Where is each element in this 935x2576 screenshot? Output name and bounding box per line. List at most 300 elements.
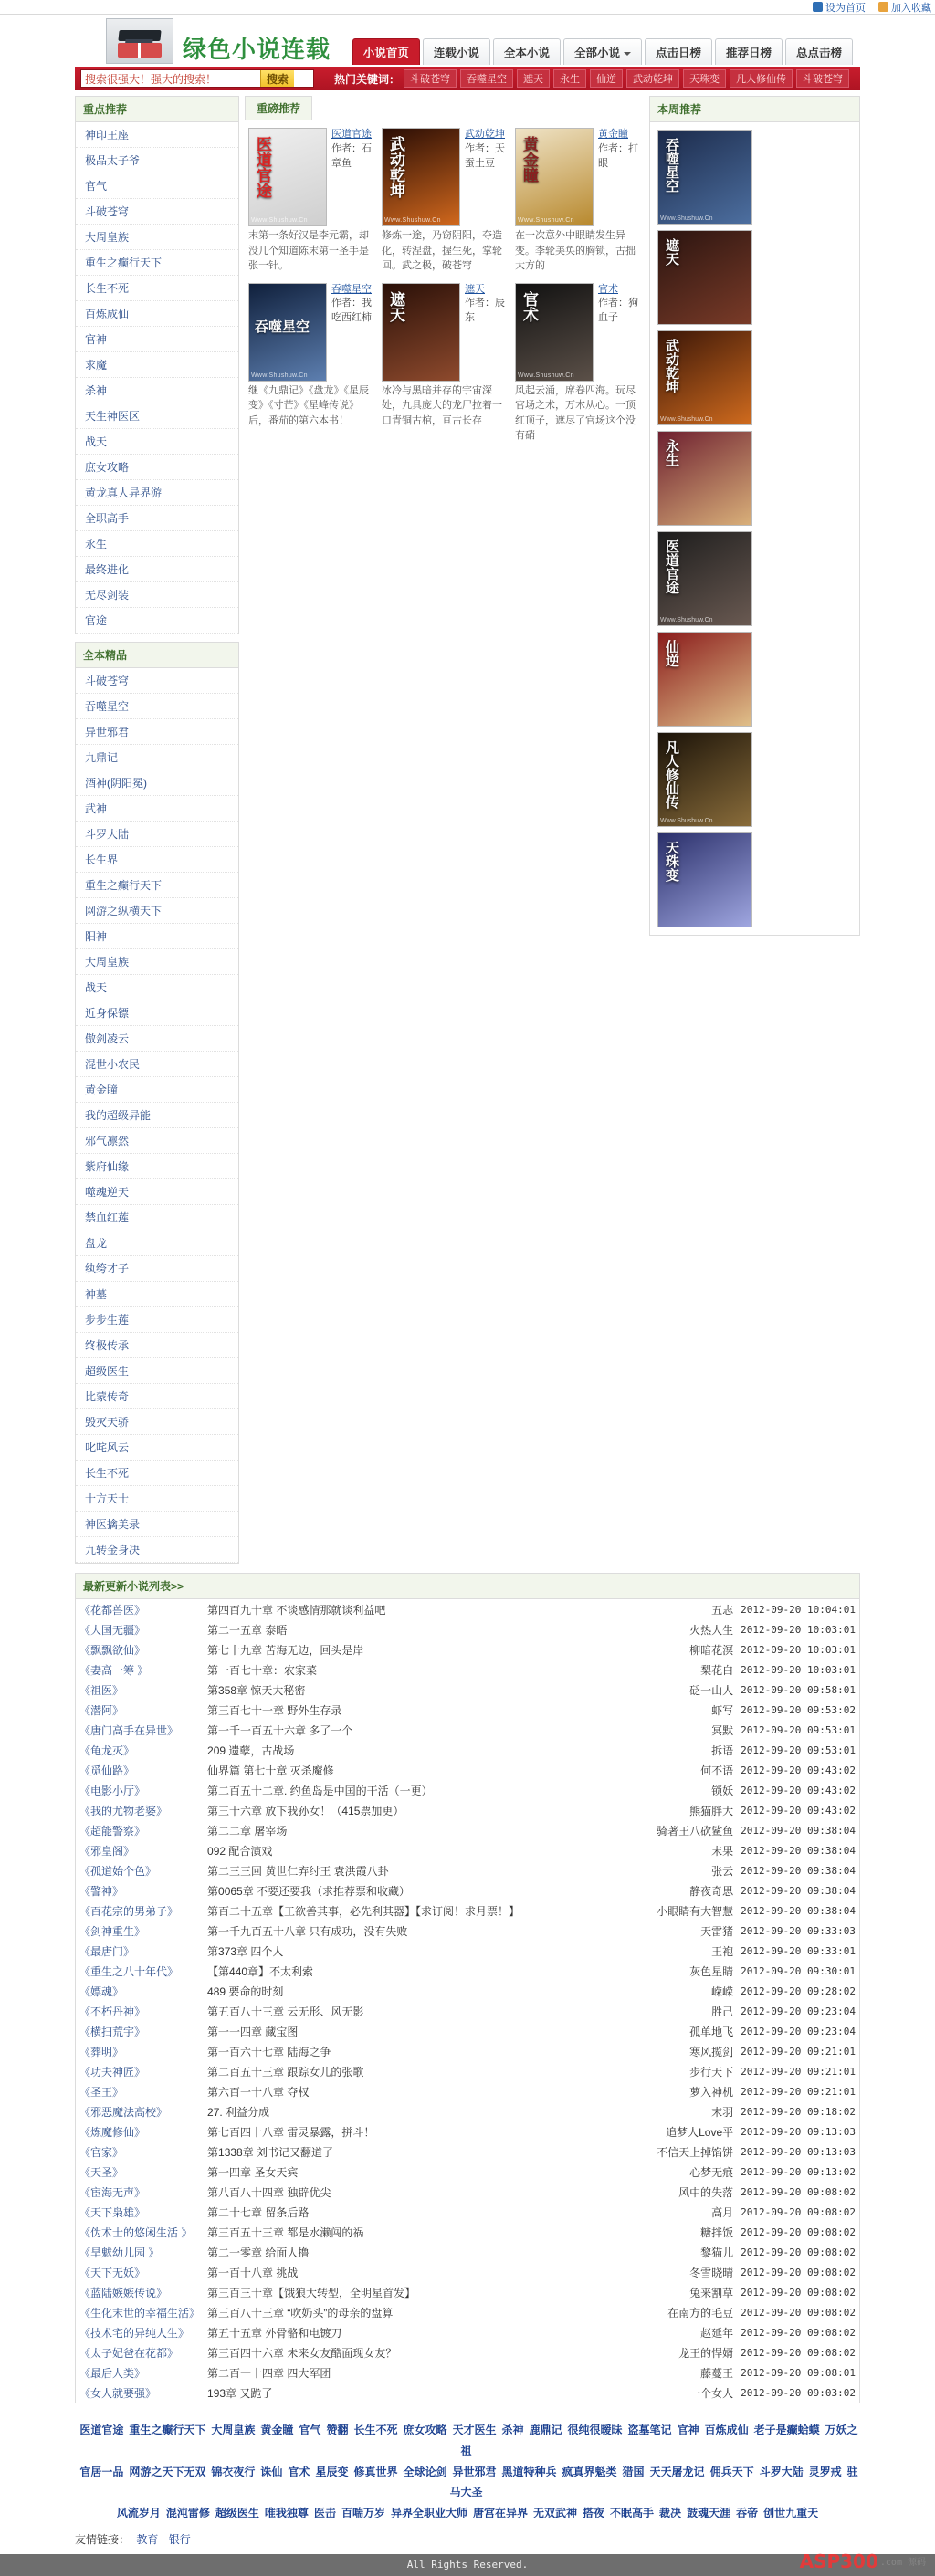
book-link[interactable]: 《天圣》 (79, 2165, 124, 2179)
sidebar-book-link[interactable]: 邪气凛然 (85, 1135, 130, 1147)
site-logo[interactable] (106, 18, 173, 64)
recommend-cover[interactable] (657, 632, 752, 727)
recommend-cover-title: 仙逆 (664, 640, 679, 667)
book-link[interactable]: 《伪术士的悠闲生活 》 (79, 2225, 193, 2239)
hot-keyword-link[interactable]: 斗破苍穹 (404, 69, 457, 88)
chapter-link[interactable]: 第二一零章 给面人撸 (207, 2246, 310, 2259)
cell-author: 龙王的悍婿 (678, 2346, 734, 2360)
sidebar-book-link[interactable]: 重生之癫行天下 (85, 879, 163, 892)
footer-tag-link[interactable]: 老子是癫蛤蟆 (753, 2424, 820, 2436)
recommend-cover[interactable] (657, 832, 752, 927)
footer-tag-link[interactable]: 风流岁月 (116, 2507, 161, 2520)
nav-item-complete-label: 全本小说 (503, 47, 550, 59)
sidebar-book-link[interactable]: 官途 (85, 614, 108, 627)
sidebar-book-link[interactable]: 阳神 (85, 930, 108, 943)
list-item (76, 1461, 238, 1486)
book-link[interactable]: 《圣王》 (79, 2085, 124, 2099)
sidebar-book-link[interactable]: 庶女攻略 (85, 461, 130, 474)
cell-author: 萝入神机 (689, 2085, 734, 2099)
cell-author: 寒风揽剑 (689, 2045, 734, 2058)
book-link[interactable]: 《警神》 (79, 1884, 124, 1898)
sidebar-book-link[interactable]: 毁灭天骄 (85, 1416, 130, 1429)
book-link[interactable]: 《技术宅的异纯人生》 (79, 2326, 190, 2340)
chapter-link[interactable]: 第三百七十一章 野外生存录 (207, 1703, 342, 1717)
footer-tag-link[interactable]: 唐宫在异界 (472, 2507, 528, 2520)
cell-chapter (204, 1760, 636, 1780)
cell-chapter (204, 2222, 636, 2242)
book-title-link[interactable]: 医道官途 (331, 129, 372, 140)
chapter-link[interactable]: 第六百一十八章 夺权 (207, 2085, 310, 2099)
sidebar-book-link[interactable]: 求魔 (85, 359, 108, 372)
sidebar-book-link[interactable]: 异世邪君 (85, 726, 130, 738)
sidebar-book-link[interactable]: 武神 (85, 802, 108, 815)
sidebar-book-link[interactable]: 近身保镖 (85, 1007, 130, 1020)
cell-chapter (204, 1720, 636, 1740)
sidebar-book-link[interactable]: 禁血红莲 (85, 1211, 130, 1224)
chapter-link[interactable]: 第五十五章 外骨骼和电镀刀 (207, 2326, 342, 2340)
recommend-cover[interactable] (657, 330, 752, 425)
star-icon (878, 2, 888, 12)
featured-book-item[interactable] (515, 128, 643, 274)
cell-book (76, 1639, 205, 1660)
book-link[interactable]: 《唐门高手在异世》 (79, 1723, 179, 1737)
chapter-link[interactable]: 第五百八十三章 云无形、风无影 (207, 2005, 364, 2018)
sidebar-book-link[interactable]: 重生之癫行天下 (85, 257, 163, 269)
hot-keyword-link[interactable]: 天珠变 (683, 69, 726, 88)
book-title-link[interactable]: 黄金瞳 (598, 129, 628, 140)
book-link[interactable]: 《重生之八十年代》 (79, 1964, 179, 1978)
book-meta (465, 128, 510, 226)
recommend-cover[interactable] (657, 130, 752, 225)
cell-author: 兔来割草 (689, 2286, 734, 2299)
footer-tag-link[interactable]: 吞帝 (736, 2507, 759, 2520)
footer-tag-link[interactable]: 不眠高手 (610, 2507, 655, 2520)
chapter-link[interactable]: 第一四章 圣女天宾 (207, 2165, 299, 2179)
featured-book-item[interactable] (382, 128, 510, 274)
cell-book (76, 1619, 205, 1639)
book-link[interactable]: 《花都兽医》 (79, 1603, 146, 1617)
hot-keyword-link[interactable]: 武动乾坤 (626, 69, 679, 88)
sidebar-book-link[interactable]: 神墓 (85, 1288, 108, 1301)
sidebar-book-link[interactable]: 神印王座 (85, 129, 130, 141)
footer-tag-link[interactable]: 赞翻 (326, 2424, 349, 2436)
cell-chapter (204, 2001, 636, 2021)
book-link[interactable]: 《炼魔修仙》 (79, 2125, 146, 2139)
book-link[interactable]: 《龟龙灭》 (79, 1744, 135, 1757)
book-link[interactable]: 《功夫神匠》 (79, 2065, 146, 2079)
footer-tag-link[interactable]: 盗墓笔记 (627, 2424, 672, 2436)
footer-tag-link[interactable]: 创世九重天 (763, 2507, 819, 2520)
footer-tag-link[interactable]: 超级医生 (215, 2507, 259, 2520)
set-homepage-link[interactable] (813, 0, 866, 15)
chapter-link[interactable]: 第百二十五章【工欲善其事，必先利其器】【求订阅！求月票！】 (207, 1904, 520, 1918)
footer-tag-link[interactable]: 搭夜 (583, 2507, 605, 2520)
sidebar-book-link[interactable]: 叱咤风云 (85, 1441, 130, 1454)
key-recommend-list (76, 122, 238, 634)
book-link[interactable]: 《宦海无声》 (79, 2185, 146, 2199)
chapter-link[interactable]: 第七十九章 苦海无边，回头是岸 (207, 1643, 364, 1657)
footer-tag-link[interactable]: 异世邪君 (452, 2465, 497, 2478)
featured-book-item[interactable] (248, 128, 376, 274)
footer-tag-link[interactable]: 黄金瞳 (260, 2424, 294, 2436)
footer-tag-link[interactable]: 长生不死 (353, 2424, 398, 2436)
cell-time: 2012-09-20 09:08:02 (741, 2246, 856, 2258)
book-description: 在一次意外中眼睛发生异变。李轮美奂的胸锁，古拙大方的 (515, 230, 636, 271)
nav-item-complete[interactable] (493, 38, 561, 65)
list-item (76, 1103, 238, 1128)
chapter-link[interactable]: 第0065章 不要还要我（求推荐票和收藏） (207, 1884, 411, 1898)
recommend-cover-title: 永生 (664, 439, 679, 466)
chapter-link[interactable]: 【第440章】不太利索 (207, 1964, 314, 1978)
sidebar-book-link[interactable]: 九鼎记 (85, 751, 119, 764)
book-link[interactable]: 《最唐门》 (79, 1944, 135, 1958)
tab-featured[interactable]: 重磅推荐 (245, 96, 312, 120)
footer-tag-link[interactable]: 官术 (288, 2465, 310, 2478)
nav-item-total-click[interactable] (785, 38, 853, 65)
sidebar-book-link[interactable]: 吞噬星空 (85, 700, 130, 713)
footer-tag-link[interactable]: 裁决 (659, 2507, 682, 2520)
book-link[interactable]: 《觅仙路》 (79, 1764, 135, 1777)
footer-tag-link[interactable]: 大周皇族 (211, 2424, 256, 2436)
cell-author: 张云 (711, 1864, 734, 1878)
table-row (76, 1680, 860, 1700)
book-link[interactable]: 《邪皇阁》 (79, 1844, 135, 1858)
hot-keyword-link[interactable]: 凡人修仙传 (730, 69, 793, 88)
chapter-link[interactable]: 第一百六十七章 陆海之争 (207, 2045, 331, 2058)
search-button[interactable]: 搜索 (260, 70, 294, 87)
sidebar-book-link[interactable]: 百炼成仙 (85, 308, 130, 320)
footer-tag-link[interactable]: 疯真界魁类 (562, 2465, 617, 2478)
cell-time: 2012-09-20 09:08:02 (741, 2185, 856, 2198)
asp300-brand: ASP300 (799, 2550, 878, 2572)
table-row (76, 1619, 860, 1639)
sidebar-book-link[interactable]: 纨绔才子 (85, 1262, 130, 1275)
cell-book (76, 2041, 205, 2061)
book-cover[interactable] (515, 128, 594, 226)
sidebar-book-link[interactable]: 最终进化 (85, 563, 130, 576)
book-link[interactable]: 《飘飘欲仙》 (79, 1643, 146, 1657)
chapter-link[interactable]: 27. 利益分成 (207, 2105, 270, 2119)
sidebar-book-link[interactable]: 紫府仙缘 (85, 1160, 130, 1173)
hot-keyword-link[interactable]: 遮天 (517, 69, 550, 88)
chapter-link[interactable]: 489 要命的时刻 (207, 1984, 284, 1998)
sidebar-book-link[interactable]: 终极传承 (85, 1339, 130, 1352)
footer-tag-link[interactable]: 混沌雷修 (165, 2507, 210, 2520)
footer-tag-link[interactable]: 官居一品 (79, 2465, 124, 2478)
sidebar-book-link[interactable]: 全职高手 (85, 512, 130, 525)
nav-item-serial[interactable] (423, 38, 490, 65)
sidebar-book-link[interactable]: 网游之纵横天下 (85, 905, 163, 917)
featured-book-item[interactable] (248, 283, 376, 444)
book-link[interactable]: 《超能警察》 (79, 1824, 146, 1838)
sidebar-book-link[interactable]: 战天 (85, 981, 108, 994)
sidebar-book-link[interactable]: 傲剑凌云 (85, 1032, 130, 1045)
search-form (80, 69, 314, 88)
table-row (76, 2282, 860, 2302)
sidebar-book-link[interactable]: 官神 (85, 333, 108, 346)
chapter-link[interactable]: 第1338章 刘书记又翻道了 (207, 2145, 334, 2159)
list-item (76, 745, 238, 770)
book-icon (118, 43, 162, 58)
sidebar-book-link[interactable]: 官气 (85, 180, 108, 193)
hot-keyword-link[interactable]: 仙逆 (590, 69, 623, 88)
chapter-link[interactable]: 第三十六章 放下我孙女！（415票加更） (207, 1804, 404, 1817)
footer-tag-link[interactable]: 灵罗戒 (808, 2465, 842, 2478)
sidebar-book-link[interactable]: 步步生莲 (85, 1314, 130, 1326)
nav-item-all[interactable] (563, 38, 642, 65)
hot-keyword-link[interactable]: 吞噬星空 (460, 69, 513, 88)
book-link[interactable]: 《不朽丹神》 (79, 2005, 146, 2018)
chapter-link[interactable]: 第三百八十三章 “吹奶头”的母亲的盘算 (207, 2306, 394, 2319)
cell-chapter (204, 2202, 636, 2222)
sidebar-book-link[interactable]: 长生不死 (85, 282, 130, 295)
book-link[interactable]: 《妻高一筹 》 (79, 1663, 149, 1677)
footer-tag-link[interactable]: 医道官途 (79, 2424, 124, 2436)
footer-tag-link[interactable]: 驻马大圣 (449, 2465, 858, 2499)
friend-link-edu[interactable]: 教育 (136, 2532, 159, 2546)
book-link[interactable]: 《我的尤物老婆》 (79, 1804, 168, 1817)
book-cover[interactable] (248, 128, 327, 226)
list-item (76, 327, 238, 352)
nav-item-click-daily[interactable] (645, 38, 712, 65)
sidebar-book-link[interactable]: 天生神医区 (85, 410, 141, 423)
chapter-link[interactable]: 第二二章 屠宰场 (207, 1824, 288, 1838)
search-input[interactable] (81, 70, 260, 87)
list-item (76, 770, 238, 796)
sidebar-book-link[interactable]: 无尽剑装 (85, 589, 130, 602)
featured-books (245, 120, 644, 456)
list-item (76, 1077, 238, 1103)
chapter-link[interactable]: 第一千九百五十八章 只有成功，没有失败 (207, 1924, 408, 1938)
footer-tag-link[interactable]: 万妖之祖 (460, 2424, 858, 2457)
book-cover[interactable] (248, 283, 327, 382)
chapter-link[interactable]: 第三百三十章【饿狼大转型，全明星首发】 (207, 2286, 416, 2299)
footer-tag-link[interactable]: 庶女攻略 (403, 2424, 447, 2436)
sidebar-book-link[interactable]: 斗罗大陆 (85, 828, 130, 841)
footer-tag-link[interactable]: 天天屠龙记 (649, 2465, 705, 2478)
footer-tag-link[interactable]: 唯我独尊 (264, 2507, 309, 2520)
sidebar-book-link[interactable]: 十方天士 (85, 1492, 130, 1505)
book-link[interactable]: 《天下无妖》 (79, 2266, 146, 2279)
footer-tag-link[interactable]: 异界全职业大师 (390, 2507, 468, 2520)
cell-time: 2012-09-20 09:18:02 (741, 2105, 856, 2118)
footer-tag-link[interactable]: 鹿鼎记 (529, 2424, 562, 2436)
recommend-cover[interactable] (657, 531, 752, 626)
list-item (76, 480, 238, 506)
cell-chapter (204, 2362, 636, 2382)
chapter-link[interactable]: 092 配合演戏 (207, 1844, 273, 1858)
chapter-link[interactable]: 第二百五十三章 跟踪女儿的张歌 (207, 2065, 364, 2079)
chapter-link[interactable]: 第三百四十六章 未来女友酷面现女友？ (207, 2346, 397, 2360)
chapter-link[interactable]: 第一百十八章 挑战 (207, 2266, 299, 2279)
sidebar-book-link[interactable]: 黄金瞳 (85, 1084, 119, 1096)
list-item (76, 506, 238, 531)
featured-book-item[interactable] (382, 283, 510, 444)
sidebar-book-link[interactable]: 大周皇族 (85, 956, 130, 969)
chapter-link[interactable]: 第七百四十八章 雷灵暴露，拼斗！ (207, 2125, 375, 2139)
footer-tag-link[interactable]: 无双武神 (533, 2507, 578, 2520)
list-item (76, 1000, 238, 1026)
cell-time: 2012-09-20 09:08:02 (741, 2205, 856, 2218)
sidebar-book-link[interactable]: 斗破苍穹 (85, 205, 130, 218)
chapter-link[interactable]: 第一一四章 藏宝图 (207, 2025, 299, 2038)
book-link[interactable]: 《横扫荒宇》 (79, 2025, 146, 2038)
book-link[interactable]: 《嫖魂》 (79, 1984, 124, 1998)
table-row (76, 1800, 860, 1820)
book-link[interactable]: 《葬明》 (79, 2045, 124, 2058)
sidebar-book-link[interactable]: 杀神 (85, 384, 108, 397)
list-item (76, 1052, 238, 1077)
sidebar-book-link[interactable]: 黄龙真人异界游 (85, 487, 163, 499)
footer-tag-link[interactable]: 修真世界 (353, 2465, 398, 2478)
cell-book (76, 1840, 205, 1860)
footer-tag-link[interactable]: 百喘万岁 (341, 2507, 385, 2520)
book-link[interactable]: 《旱魃幼儿园 》 (79, 2246, 160, 2259)
book-link[interactable]: 《百花宗的男弟子》 (79, 1904, 179, 1918)
footer-tag-link[interactable]: 很纯很暧昧 (567, 2424, 623, 2436)
book-title-link[interactable]: 武动乾坤 (465, 129, 505, 140)
chapter-link[interactable]: 第四百九十章 不谈感情那就谈利益吧 (207, 1603, 386, 1617)
sidebar-book-link[interactable]: 九转金身决 (85, 1544, 141, 1556)
chapter-link[interactable]: 第二十七章 留条后路 (207, 2205, 310, 2219)
cell-time: 2012-09-20 10:04:01 (741, 1603, 856, 1616)
cell-author: 黎猫儿 (700, 2246, 734, 2259)
footer-tag-link[interactable]: 全球论剑 (403, 2465, 447, 2478)
add-favorite-link[interactable] (878, 0, 931, 15)
sidebar-book-link[interactable]: 斗破苍穹 (85, 675, 130, 687)
chapter-link[interactable]: 第八百八十四章 独辟优尖 (207, 2185, 331, 2199)
cell-chapter (204, 2121, 636, 2141)
book-title-link[interactable]: 吞噬星空 (331, 283, 372, 295)
hot-keyword-link[interactable]: 斗破苍穹 (796, 69, 849, 88)
chapter-link[interactable]: 第二三三回 黄世仁弃纣王 袁洪霞八卦 (207, 1864, 389, 1878)
recommend-cover-title: 吞噬星空 (664, 138, 679, 193)
chapter-link[interactable]: 第373章 四个人 (207, 1944, 284, 1958)
book-title-link[interactable]: 遮天 (465, 283, 485, 295)
hot-keyword-link[interactable]: 永生 (553, 69, 586, 88)
nav-item-recommend-daily[interactable] (715, 38, 783, 65)
book-link[interactable]: 《祖医》 (79, 1683, 124, 1697)
chapter-link[interactable]: 第一千一百五十六章 多了一个 (207, 1723, 353, 1737)
cell-book (76, 1961, 205, 1981)
table-row (76, 2202, 860, 2222)
featured-book-item[interactable] (515, 283, 643, 444)
sidebar-book-link[interactable]: 超级医生 (85, 1365, 130, 1377)
chapter-link[interactable]: 第三百五十三章 都是水濑闯的祸 (207, 2225, 364, 2239)
cell-time: 2012-09-20 09:53:01 (741, 1723, 856, 1736)
chapter-link[interactable]: 第358章 惊天大秘密 (207, 1683, 306, 1697)
friend-link-bank[interactable]: 银行 (168, 2532, 191, 2546)
cell-time: 2012-09-20 09:13:03 (741, 2125, 856, 2138)
book-link[interactable]: 《官家》 (79, 2145, 124, 2159)
main-nav (352, 38, 860, 65)
book-link[interactable]: 《潜阿》 (79, 1703, 124, 1717)
book-title-link[interactable]: 官术 (598, 283, 618, 295)
book-cover[interactable] (382, 283, 460, 382)
recommend-cover[interactable] (657, 230, 752, 325)
footer-tag-link[interactable]: 杀神 (501, 2424, 524, 2436)
sidebar-book-link[interactable]: 噬魂逆天 (85, 1186, 130, 1199)
footer-tag-link[interactable]: 猎国 (622, 2465, 645, 2478)
cell-book (76, 1680, 205, 1700)
sidebar-book-link[interactable]: 极品太子爷 (85, 154, 141, 167)
footer-tag-link[interactable]: 诛仙 (260, 2465, 283, 2478)
chapter-link[interactable]: 第一百七十章：农家菜 (207, 1663, 318, 1677)
book-link[interactable]: 《生化末世的幸福生活》 (79, 2306, 201, 2319)
chapter-link[interactable]: 第二一五章 泰晤 (207, 1623, 288, 1637)
sidebar-book-link[interactable]: 大周皇族 (85, 231, 130, 244)
table-row (76, 2242, 860, 2262)
sidebar-book-link[interactable]: 神医擒美录 (85, 1518, 141, 1531)
book-cover[interactable] (515, 283, 594, 382)
book-cover-title: 遮天 (387, 290, 404, 322)
chapter-link[interactable]: 209 遗孽，古战场 (207, 1744, 295, 1757)
footer-tag-link[interactable]: 鼓魂天涯 (687, 2507, 731, 2520)
book-cover[interactable] (382, 128, 460, 226)
weekly-recommend-panel (649, 96, 860, 936)
footer-tag-link[interactable]: 官神 (677, 2424, 699, 2436)
book-link[interactable]: 《大国无疆》 (79, 1623, 146, 1637)
footer-tag-link[interactable]: 网游之天下无双 (129, 2465, 206, 2478)
footer-tag-link[interactable]: 星辰变 (315, 2465, 349, 2478)
book-link[interactable]: 《孤道始个色》 (79, 1864, 157, 1878)
recommend-cover[interactable] (657, 732, 752, 827)
sidebar-book-link[interactable]: 混世小农民 (85, 1058, 141, 1071)
book-link[interactable]: 《女人就要强》 (79, 2386, 157, 2400)
center-column (245, 96, 644, 456)
book-link[interactable]: 《太子妃爸在花都》 (79, 2346, 179, 2360)
footer-tag-link[interactable]: 百炼成仙 (704, 2424, 749, 2436)
chapter-link[interactable]: 仙界篇 第七十章 灭杀魔修 (207, 1764, 334, 1777)
sidebar-book-link[interactable]: 盘龙 (85, 1237, 108, 1250)
book-link[interactable]: 《电影小厅》 (79, 1784, 146, 1797)
book-link[interactable]: 《最后人类》 (79, 2366, 146, 2380)
footer-tag-link[interactable]: 重生之癫行天下 (129, 2424, 206, 2436)
list-item (76, 378, 238, 403)
nav-item-home[interactable] (352, 38, 420, 65)
list-item (76, 403, 238, 429)
sidebar-book-link[interactable]: 长生不死 (85, 1467, 130, 1480)
sidebar-book-link[interactable]: 战天 (85, 435, 108, 448)
sidebar-book-link[interactable]: 酒神(阴阳冕) (85, 777, 147, 790)
book-link[interactable]: 《天下枭雄》 (79, 2205, 146, 2219)
footer-tag-link[interactable]: 黑道特种兵 (501, 2465, 557, 2478)
book-link[interactable]: 《邪恶魔法高校》 (79, 2105, 168, 2119)
footer-bar (0, 2550, 935, 2576)
footer-tag-link[interactable]: 天才医生 (452, 2424, 497, 2436)
sidebar-book-link[interactable]: 永生 (85, 538, 108, 550)
cover-watermark: Www.Shushuw.Cn (660, 818, 713, 824)
chapter-link[interactable]: 第二百五十二章. 约鱼岛是中国的干活（一更） (207, 1784, 433, 1797)
chapter-link[interactable]: 193章 又跪了 (207, 2386, 273, 2400)
footer-tag-link[interactable]: 锦衣夜行 (211, 2465, 256, 2478)
recommend-cover[interactable] (657, 431, 752, 526)
key-recommend-title: 重点推荐 (76, 97, 238, 122)
cell-book (76, 2302, 205, 2322)
book-link[interactable]: 《蓝陆嫉嫉传说》 (79, 2286, 168, 2299)
footer-tag-link[interactable]: 佣兵天下 (709, 2465, 754, 2478)
list-item (76, 873, 238, 898)
sidebar-book-link[interactable]: 我的超级异能 (85, 1109, 152, 1122)
chapter-link[interactable]: 第二百一十四章 四大军团 (207, 2366, 331, 2380)
footer-tag-link[interactable]: 官气 (299, 2424, 321, 2436)
sidebar-book-link[interactable]: 比蒙传奇 (85, 1390, 130, 1403)
sidebar-book-link[interactable]: 长生界 (85, 853, 119, 866)
cell-author: 胜己 (711, 2005, 734, 2018)
footer-tag-link[interactable]: 斗罗大陆 (759, 2465, 804, 2478)
book-link[interactable]: 《剑神重生》 (79, 1924, 146, 1938)
footer-tag-link[interactable]: 医击 (313, 2507, 336, 2520)
